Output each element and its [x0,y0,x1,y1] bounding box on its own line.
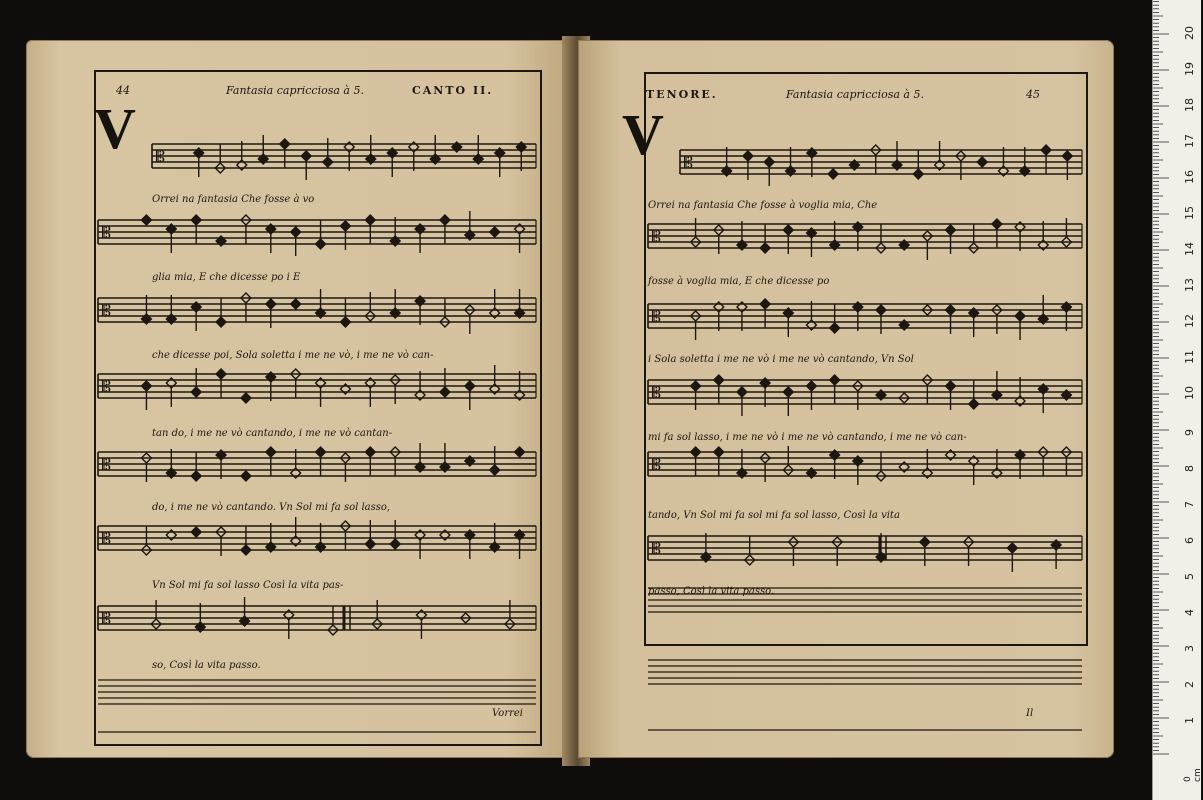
ruler-label: 16 [1183,170,1196,184]
music-staff [648,295,1082,340]
note [1007,543,1017,553]
note [992,219,1002,229]
left-catchword: Vorrei [492,708,524,719]
clef: 𝄡 [684,153,693,172]
ruler-label: 13 [1183,278,1196,292]
ruler-label: 3 [1183,645,1196,652]
note [783,387,793,397]
clef: 𝄡 [102,529,111,548]
music-staff [98,443,536,482]
lyric-line: glia mia, E che dicesse po i E [152,272,301,283]
note [760,299,770,309]
note [365,447,375,457]
music-staff [648,446,1082,485]
note [266,299,276,309]
note [783,225,793,235]
note [323,157,333,167]
note [141,381,151,391]
music-staff [98,365,536,410]
left-page-voice: CANTO II. [412,84,494,97]
ruler-label: 12 [1183,314,1196,328]
ruler-label: 11 [1183,350,1196,364]
empty-staff [98,680,536,704]
clef: 𝄡 [652,227,661,246]
clef: 𝄡 [652,539,661,558]
note [977,157,987,167]
note [946,225,956,235]
lyric-line: i Sola soletta i me ne vò i me ne vò cantando, Vn Sol [648,354,914,365]
left-page [26,40,572,758]
ruler-label: 4 [1183,609,1196,616]
lyric-line: fosse à voglia mia, E che dicesse po [648,276,830,287]
note [1041,145,1051,155]
note [830,375,840,385]
clef: 𝄡 [102,609,111,628]
note [691,381,701,391]
music-staff [98,597,536,639]
ruler-ticks [1153,0,1201,800]
ruler-label: 9 [1183,429,1196,436]
note [365,215,375,225]
note [920,537,930,547]
note [1015,311,1025,321]
note [946,305,956,315]
note [241,393,251,403]
lyric-line: tando, Vn Sol mi fa sol mi fa sol lasso, Così la vita [648,510,900,521]
empty-staff [648,660,1082,684]
note [241,545,251,555]
lyric-line: tan do, i me ne vò cantando, i me ne vò cantan- [152,428,393,439]
note [191,471,201,481]
clef: 𝄡 [156,147,165,166]
note [191,527,201,537]
note [807,381,817,391]
note [969,399,979,409]
clef: 𝄡 [102,455,111,474]
music-staff [680,141,1082,186]
right-drop-cap: V [622,102,664,167]
note [301,151,311,161]
left-page-number: 44 [116,84,130,97]
lyric-line: mi fa sol lasso, i me ne vò i me ne vò cantando, i me ne vò can- [648,432,967,443]
note [241,471,251,481]
note [490,465,500,475]
note [737,387,747,397]
note [830,323,840,333]
note [440,215,450,225]
note [828,169,838,179]
ruler-label: 8 [1183,465,1196,472]
note [764,157,774,167]
music-staff [152,135,536,180]
note [876,305,886,315]
right-music-staves [578,40,1114,758]
ruler-label: 20 [1183,26,1196,40]
note [316,239,326,249]
ruler-unit-label: 0 cm [1183,768,1203,782]
note [691,447,701,457]
note [340,221,350,231]
note [280,139,290,149]
note [1062,151,1072,161]
left-music-staves [26,40,572,758]
music-staff [648,218,1082,260]
note [266,447,276,457]
lyric-line: Vn Sol mi fa sol lasso Così la vita pas- [152,580,344,591]
ruler-label: 7 [1183,501,1196,508]
note [291,299,301,309]
open-book [26,36,1116,766]
clef: 𝄡 [652,383,661,402]
clef: 𝄡 [102,377,111,396]
right-catchword: Il [1026,708,1034,719]
music-staff [98,517,536,559]
note [714,447,724,457]
note [340,317,350,327]
lyric-line: passo, Così la vita passo. [648,586,775,597]
lyric-line: do, i me ne vò cantando. Vn Sol mi fa sol lasso, [152,502,391,513]
lyric-line: Orrei na fantasia Che fosse à voglia mia, Che [648,200,878,211]
note [946,381,956,391]
clef: 𝄡 [652,455,661,474]
music-staff [98,211,536,256]
note [191,387,201,397]
music-staff [98,289,536,334]
ruler-label: 1 [1183,717,1196,724]
ruler-label: 14 [1183,242,1196,256]
ruler-label: 15 [1183,206,1196,220]
note [743,151,753,161]
note [440,387,450,397]
lyric-line: Orrei na fantasia Che fosse à vo [152,194,315,205]
ruler-label: 19 [1183,62,1196,76]
note [760,243,770,253]
note [365,539,375,549]
ruler-label: 10 [1183,386,1196,400]
ruler-label: 5 [1183,573,1196,580]
ruler-label: 2 [1183,681,1196,688]
clef: 𝄡 [102,223,111,242]
note [216,369,226,379]
right-page-number: 45 [1026,88,1040,101]
note [714,375,724,385]
note [216,317,226,327]
lyric-line: so, Così la vita passo. [152,660,261,671]
right-page [578,40,1114,758]
note [191,215,201,225]
lyric-line: che dicesse poi, Sola soletta i me ne vò, i me ne vò can- [152,350,434,361]
measuring-ruler [1152,0,1201,800]
ruler-label: 6 [1183,537,1196,544]
note [390,539,400,549]
left-page-title: Fantasia capricciosa à 5. [226,84,364,97]
note [465,381,475,391]
note [141,215,151,225]
note [490,227,500,237]
clef: 𝄡 [652,307,661,326]
right-page-voice: TENORE. [646,88,718,101]
music-staff [648,533,1082,572]
left-drop-cap: V [94,96,136,161]
ruler-label: 17 [1183,134,1196,148]
note [913,169,923,179]
music-staff [648,371,1082,416]
right-page-title: Fantasia capricciosa à 5. [786,88,924,101]
clef: 𝄡 [102,301,111,320]
note [515,447,525,457]
note [316,447,326,457]
note [291,227,301,237]
ruler-label: 18 [1183,98,1196,112]
